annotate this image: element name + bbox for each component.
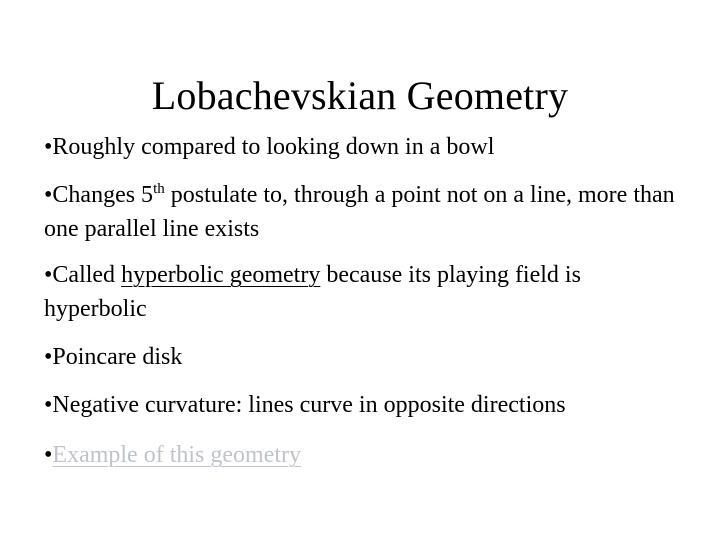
bullet-marker: • [44,182,53,208]
superscript: th [153,181,165,197]
bullet-marker: • [44,392,53,418]
bullet-text: Called [52,262,122,288]
bullet-text: Roughly compared to looking down in a bowl [52,134,495,160]
bullet-marker: • [44,134,53,160]
hyperbolic-geometry-link[interactable]: hyperbolic geometry [121,262,321,288]
bullet-text: Poincare disk [52,344,183,370]
bullet-text: postulate to, through a point not on a line, more than one parallel line exists [44,182,675,242]
bullet-item [44,130,684,164]
bullet-item [44,388,684,422]
bullet-marker: • [44,262,53,288]
bullet-text: because its playing field is hyperbolic [44,262,581,322]
bullet-item [44,340,684,374]
bullet-text: Changes 5 [52,182,154,208]
bullet-marker: • [44,344,53,370]
bullet-marker: • [44,442,53,468]
example-geometry-link[interactable]: Example of this geometry [52,442,302,468]
bullet-list [44,130,684,488]
bullet-item [44,258,684,326]
slide-title: Lobachevskian Geometry [151,73,569,118]
bullet-item [44,438,684,472]
bullet-text: Negative curvature: lines curve in opposite directions [52,392,566,418]
bullet-item [44,178,684,246]
